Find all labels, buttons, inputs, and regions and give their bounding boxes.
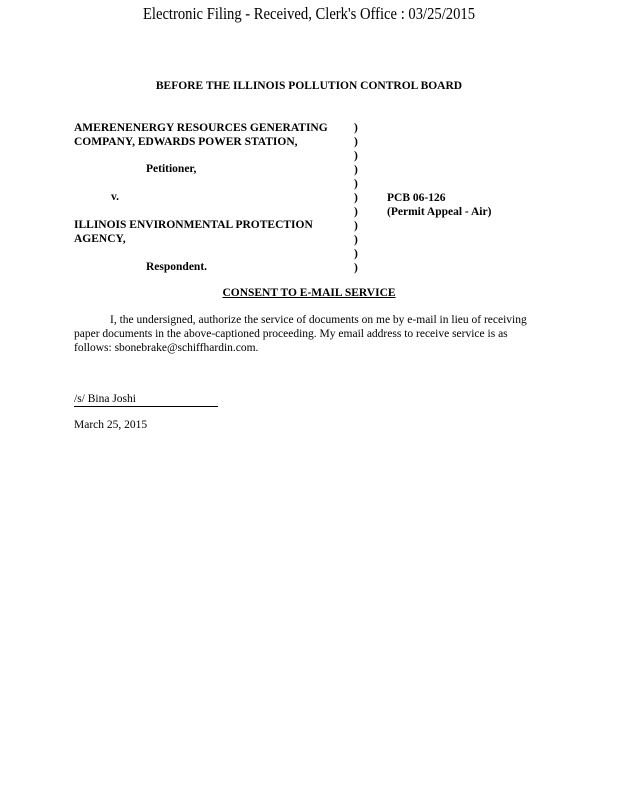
- caption-parentheses: [354, 121, 358, 275]
- caption-paren: ): [354, 136, 358, 148]
- caption-paren: ): [354, 248, 358, 260]
- caption-paren: ): [354, 164, 358, 176]
- caption-paren: ): [354, 192, 358, 204]
- caption-paren: ): [354, 262, 358, 274]
- caption-paren: ): [354, 178, 358, 190]
- respondent-label: Respondent.: [146, 261, 208, 273]
- caption-paren: ): [354, 220, 358, 232]
- filing-stamp: Electronic Filing - Received, Clerk's Office : 03/25/2015: [142, 4, 476, 23]
- board-title: BEFORE THE ILLINOIS POLLUTION CONTROL BOARD: [155, 80, 463, 92]
- caption-paren: ): [354, 150, 358, 162]
- case-number: PCB 06-126: [387, 192, 446, 204]
- signature-line: /s/ Bina Joshi: [74, 393, 218, 407]
- versus-label: v.: [111, 191, 119, 203]
- document-title: [0, 287, 618, 299]
- caption-paren: ): [354, 234, 358, 246]
- petitioner-name-line1: AMERENENERGY RESOURCES GENERATING: [74, 122, 328, 134]
- respondent-name: [74, 218, 313, 246]
- petitioner-name-line2: COMPANY, EDWARDS POWER STATION,: [74, 136, 298, 148]
- body-paragraph: I, the undersigned, authorize the service of documents on me by e-mail in lieu of receiving paper documents in the above-captioned proceeding. My email address to receive service is as follows: sbonebrake@schiffhardin.com.: [74, 314, 527, 354]
- signature-date: March 25, 2015: [74, 419, 148, 431]
- respondent-name-line1: ILLINOIS ENVIRONMENTAL PROTECTION: [74, 219, 313, 231]
- respondent-name-line2: AGENCY,: [74, 233, 126, 245]
- case-info: [387, 191, 491, 219]
- petitioner-name: [74, 121, 359, 149]
- case-type: (Permit Appeal - Air): [387, 206, 492, 218]
- caption-paren: ): [354, 122, 358, 134]
- caption-paren: ): [354, 206, 358, 218]
- document-title-text: CONSENT TO E-MAIL SERVICE: [222, 287, 396, 299]
- petitioner-label: Petitioner,: [146, 163, 197, 175]
